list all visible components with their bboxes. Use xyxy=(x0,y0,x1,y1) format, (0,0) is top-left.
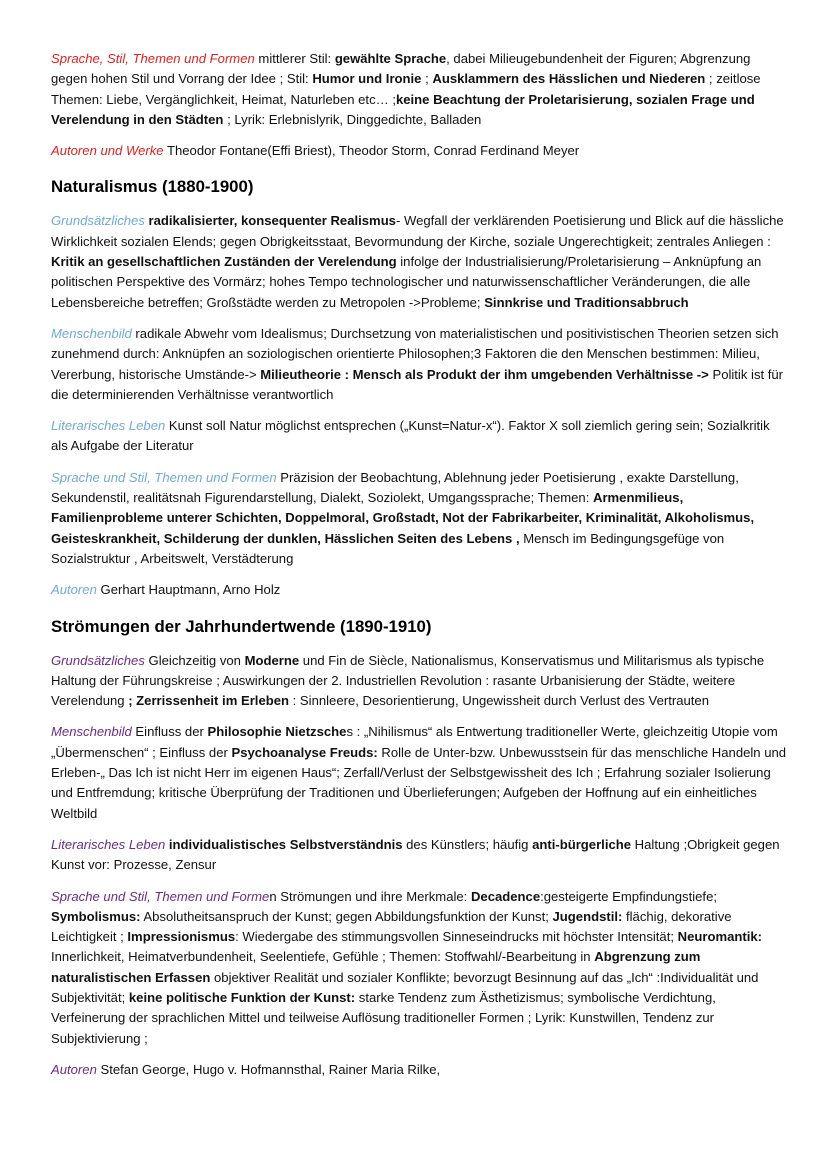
bold-run: gewählte Sprache xyxy=(334,51,447,66)
text-run: : Wiedergabe des stimmungsvollen Sinneseindrucks mit höchster Intensität; xyxy=(235,929,678,945)
naturalismus-heading: Naturalismus (1880-1900) xyxy=(51,177,254,197)
text-run: n Strömungen und ihre Merkmale: xyxy=(269,888,471,904)
text-run: Kunst soll Natur möglichst entsprechen („Kunst=Natur-x“). Faktor X soll ziemlich gering sein; Sozialkritik als Aufgabe der Literatur xyxy=(51,418,770,454)
text-run: Gerhart Hauptmann, Arno Holz xyxy=(96,582,281,598)
naturalismus-human-label: Menschenbild xyxy=(51,325,132,341)
bold-run: Decadence xyxy=(470,888,541,904)
bold-run: Armenmilieus, Familienprobleme unterer Schichten, Doppelmoral, Großstadt, Not der Fabrikarbeiter, Kriminalität, Alkoholismus, Geisteskrankheit, Schilderung der dunklen, Hässlichen Seiten des Lebens , xyxy=(51,490,755,546)
text-run: Innerlichkeit, Heimatverbundenheit, Seelentiefe, Gefühle ; Themen: Stoffwahl/-Bearbeitung in xyxy=(51,949,595,965)
bold-run: Kritik an gesellschaftlichen Zuständen der Verelendung xyxy=(51,254,397,270)
text-run: und Fin de Siècle, Nationalismus, Konservatismus und Militarismus als typische Haltung der Führungskreise ; Auswirkungen der 2. Industriellen Revolution : rasante Urbanisierung der Städte, weitere Verelendung xyxy=(51,652,765,709)
bold-run: Neuromantik: xyxy=(677,929,763,945)
naturalismus-life-label: Literarisches Leben xyxy=(51,418,166,434)
jahrhundertwende-human-paragraph xyxy=(51,722,788,823)
bold-run: Moderne xyxy=(244,652,300,668)
jahrhundertwende-style-paragraph xyxy=(51,887,788,1049)
text-run: ; Lyrik: Erlebnislyrik, Dinggedichte, Balladen xyxy=(223,111,482,127)
bold-run: Ausklammern des Hässlichen und Niederen xyxy=(432,71,706,87)
bold-run: Symbolismus: xyxy=(51,908,141,924)
text-run: - Wegfall der verklärenden Poetisierung und Blick auf die hässliche Wirklichkeit sozialen Elends; gegen Obrigkeitsstaat, Bevormundung der Kirche, soziale Ungerechtigkeit; zentrales Anliegen : xyxy=(51,213,784,249)
realismus-authors-paragraph xyxy=(51,141,788,161)
bold-run: anti-bürgerliche xyxy=(532,836,632,852)
bold-run: Psychoanalyse Freuds: xyxy=(231,744,378,760)
realismus-style-label: Sprache, Stil, Themen und Formen xyxy=(51,51,255,66)
bold-run: ; Zerrissenheit im Erleben xyxy=(128,693,290,709)
bold-run: Sinnkrise und Traditionsabbruch xyxy=(484,294,689,310)
jahrhundertwende-human-label: Menschenbild xyxy=(51,724,132,740)
bold-run: keine Beachtung der Proletarisierung, sozialen Frage und Verelendung in den Städten xyxy=(51,91,755,127)
naturalismus-style-label: Sprache und Stil, Themen und Formen xyxy=(51,469,277,485)
text-run: starke Tendenz zum Ästhetizismus; symbolische Verdichtung, Verfeinerung der sprachlichen Mittel und teilweise Auflösung traditioneller Formen ; Lyrik: Kunstwillen, Tendenz zur Subjektivierung ; xyxy=(51,989,716,1046)
text-run: flächig, dekorative Leichtigkeit ; xyxy=(51,908,732,945)
text-run: radikale Abwehr vom Idealismus; Durchsetzung von materialistischen und positivistischen Theorien setzen sich zunehmend durch: Anknüpfen an soziologischen orientierte Philosophen;3 Faktoren die den Menschen bestimmen: Milieu, Vererbung, historische Umstände-> xyxy=(51,325,779,382)
bold-run: Jugendstil: xyxy=(552,908,623,924)
text-run: Haltung ;Obrigkeit gegen Kunst vor: Prozesse, Zensur xyxy=(51,836,780,873)
text-run: des Künstlers; häufig xyxy=(402,836,533,852)
text-run: , dabei Milieugebundenheit der Figuren; Abgrenzung gegen hohen Stil und Vorrang der Idee ; Stil: xyxy=(51,51,751,87)
text-run: objektiver Realität und sozialer Konflikte; bevorzugt Besinnung auf das „Ich“ :Individualität und Subjektivität; xyxy=(51,969,759,1005)
jahrhundertwende-authors-label: Autoren xyxy=(51,1061,97,1077)
bold-run: Humor und Ironie xyxy=(312,71,422,87)
text-run: ; zeitlose Themen: Liebe, Vergänglichkeit, Heimat, Naturleben etc… ; xyxy=(51,71,761,107)
text-run: infolge der Industrialisierung/Proletarisierung – Anknüpfung an politischen Perspektive des Vormärz; hohes Tempo technologischer und naturwissenschaftlicher Veränderungen, die alle Lebensbereiche betreffen; Großstädte werden zu Metropolen ->Probleme; xyxy=(51,254,762,310)
jahrhundertwende-life-paragraph xyxy=(51,835,788,876)
text-run: Präzision der Beobachtung, Ablehnung jeder Poetisierung , exakte Darstellung, Sekundenstil, realitätsnah Figurendarstellung, Dialekt, Soziolekt, Umgangssprache; Themen: xyxy=(51,469,739,506)
naturalismus-basics-paragraph xyxy=(51,211,788,312)
jahrhundertwende-heading: Strömungen der Jahrhundertwende (1890-1910) xyxy=(51,616,432,636)
bold-run: radikalisierter, konsequenter Realismus xyxy=(148,213,396,229)
realismus-authors-label: Autoren und Werke xyxy=(51,143,164,159)
naturalismus-human-paragraph xyxy=(51,324,788,405)
text-run: Einfluss der xyxy=(131,724,208,740)
bold-run: Milieutheorie : Mensch als Produkt der ihm umgebenden Verhältnisse -> xyxy=(260,366,709,382)
text-run: Mensch im Bedingungsgefüge von Sozialstruktur , Arbeitswelt, Verstädterung xyxy=(51,530,725,566)
bold-run: keine politische Funktion der Kunst: xyxy=(128,989,356,1005)
text-run: Stefan George, Hugo v. Hofmannsthal, Rainer Maria Rilke, xyxy=(96,1061,441,1077)
bold-run: Impressionismus xyxy=(127,929,236,945)
text-run: ; xyxy=(421,71,433,87)
jahrhundertwende-style-label: Sprache und Stil, Themen und Forme xyxy=(51,888,270,904)
naturalismus-authors-paragraph xyxy=(51,580,788,600)
text-run: : Sinnleere, Desorientierung, Ungewissheit durch Verlust des Vertrauten xyxy=(289,693,709,709)
bold-run: Abgrenzung zum naturalistischen Erfassen xyxy=(51,949,701,985)
realismus-style-paragraph xyxy=(51,49,788,130)
text-run: Gleichzeitig von xyxy=(144,652,245,668)
naturalismus-authors-label: Autoren xyxy=(51,582,97,598)
bold-run: Philosophie Nietzsche xyxy=(207,724,347,740)
naturalismus-basics-label: Grundsätzliches xyxy=(51,213,145,229)
text-run: Politik ist für die determinierenden Verhältnisse verantwortlich xyxy=(51,366,784,402)
text-run: Absolutheitsanspruch der Kunst; gegen Abbildungsfunktion der Kunst; xyxy=(140,908,553,924)
text-run: Theodor Fontane(Effi Briest), Theodor Storm, Conrad Ferdinand Meyer xyxy=(163,143,580,159)
jahrhundertwende-life-label: Literarisches Leben xyxy=(51,836,166,852)
bold-run: individualistisches Selbstverständnis xyxy=(168,836,403,852)
jahrhundertwende-basics-paragraph xyxy=(51,651,788,712)
jahrhundertwende-basics-label: Grundsätzliches xyxy=(51,652,145,668)
text-run: :gesteigerte Empfindungstiefe; xyxy=(540,888,717,904)
naturalismus-life-paragraph xyxy=(51,416,788,457)
text-run: mittlerer Stil: xyxy=(254,51,335,66)
jahrhundertwende-authors-paragraph xyxy=(51,1060,788,1080)
text-run: Rolle de Unter-bzw. Unbewusstsein für das menschliche Handeln und Erleben-„ Das Ich ist nicht Herr im eigenen Haus“; Zerfall/Verlust der Selbstgewissheit des Ich ; Erfahrung sozialer Isolierung und Entfremdung; kritische Überprüfung der Traditionen und Überlieferungen; Aufgeben der Hoffnung auf ein einheitliches Weltbild xyxy=(51,744,787,821)
text-run: s : „Nihilismus“ als Entwertung traditioneller Werte, gleichzeitig Utopie vom „Übermenschen“ ; Einfluss der xyxy=(51,724,778,760)
naturalismus-style-paragraph xyxy=(51,468,788,569)
